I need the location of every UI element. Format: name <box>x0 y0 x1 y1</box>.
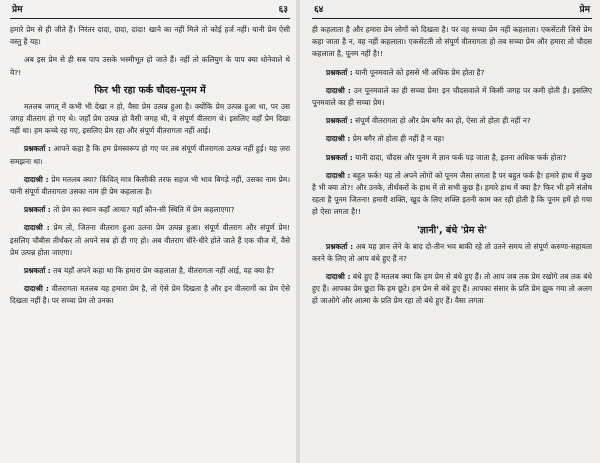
section-heading: 'ज्ञानी', बंधे 'प्रेम से' <box>416 224 488 236</box>
dialogue-text: तो प्रेम का स्थान कहाँ आया? यहाँ कौन-सी स्थिति में प्रेम कहलाएगा? <box>53 205 235 215</box>
header-rule <box>312 18 592 19</box>
dialogue-text: प्रेम मतलब क्या? किंचित् मात्र किसीकी तरफ सहज भी भाव बिगड़े नहीं, उसका नाम प्रेम। यानी संपूर्ण वीतरागता उसका नाम ही प्रेम कहलाता है। <box>10 174 291 197</box>
dialogue-question <box>312 115 592 127</box>
speaker-label: दादाश्री : <box>326 134 351 144</box>
dialogue-text: तब यहाँ अपने कहा था कि हमारा प्रेम कहलाता है, वीतरागता नहीं आई, वह क्या है? <box>53 266 275 276</box>
speaker-label: दादाश्री : <box>326 85 351 95</box>
dialogue-text: बंधे हुए हैं मतलब क्या कि हम प्रेम से बंधे हुए हैं। तो आप जब तक प्रेम रखोगे तब तक बंधे हुए हैं। आपका प्रेम छूटा कि हम छूटे। हम प्रेम से बंधे हुए हैं। आपका संसार के प्रति प्रेम झुक गया तो अलग हो जाओगे और आत्मा के प्रति प्रेम रहा तो बंधे हुए हैं। वैसा लगता <box>312 272 592 306</box>
header-title: प्रेम <box>579 5 590 15</box>
speaker-label: प्रश्नकर्ता : <box>24 266 51 276</box>
header-title: प्रेम <box>12 5 23 15</box>
dialogue-question <box>312 241 592 265</box>
dialogue-text: यानी पूनमवाले को इससे भी अधिक प्रेम होता है? <box>355 67 485 77</box>
speaker-label: प्रश्नकर्ता : <box>326 67 353 77</box>
dialogue-text: बहुत फर्क! यह तो अपने लोगों को पूनम जैसा लगता है पर बहुत फर्क है! हमारे हाथ में कुछ है भी क्या तो?! और उनके, तीर्थंकरों के हाथ में तो सभी कुछ है। हमारे हाथ में क्या है? फिर भी हमें संतोष रहता है पूनम जितना! हमारी शक्ति, खुद के लिए शक्ति इतनी काम कर रही होती है कि पूनम हमें हो गया हो ऐसा लगता है!! <box>312 170 592 217</box>
dialogue-question <box>312 152 592 164</box>
speaker-label: दादाश्री : <box>326 170 351 180</box>
dialogue-question <box>10 143 290 167</box>
paragraph: हमारे प्रेम से ही जीते हैं। निरंतर दादा, दादा, दादा! खाने का नहीं मिले तो कोई हर्ज नहीं। यानी प्रेम ऐसी वस्तु है यह। <box>10 25 290 47</box>
dialogue-text: अब यह ज्ञान लेने के बाद दो-तीन भव बाकी रहे तो उतने समय तो संपूर्ण करुणा-सहायता करने के लिए तो आप बंधे हुए हैं न? <box>312 241 592 263</box>
dialogue-answer <box>10 283 290 307</box>
speaker-label: दादाश्री : <box>326 272 351 282</box>
dialogue-text: प्रेम तो, जितना वीतराग हुआ उतना प्रेम उत्पन्न हुआ। संपूर्ण वीतराग और संपूर्ण प्रेम! इसलिए चौबीस तीर्थंकर तो अपने सब हो ही गए हो। अब वीतराग धीरे-धीरे होते जाते हैं एक चीज में, वैसे प्रेम उत्पन्न होता जाएगा। <box>10 223 291 257</box>
dialogue-text: आपने कहा है कि हम प्रेमस्वरूप हो गए पर तब संपूर्ण वीतरागता उत्पन्न नहीं हुई। यह ज़रा समझना था। <box>10 144 291 166</box>
dialogue-answer <box>312 85 592 109</box>
dialogue-question <box>10 204 290 216</box>
speaker-label: प्रश्नकर्ता : <box>24 144 51 154</box>
section-heading: फिर भी रहा फर्क चौदस-पूनम में <box>94 84 206 96</box>
speaker-label: दादाश्री : <box>24 284 49 294</box>
dialogue-text: उन पूनमवाले का ही सच्चा प्रेम! इन चौदसवाले में किसी जगह पर कमी होती है। इसलिए पूनमवाले का ही सच्चा प्रेम। <box>312 85 592 108</box>
paragraph: ही कहलाता है और हमारा प्रेम लोगों को दिखता है। पर वह सच्चा प्रेम नहीं कहलाता। एकसेंटती जिसे प्रेम कहा जाता है न, वह नहीं कहलाता। एकसेंटती तो संपूर्ण वीतरागता हो तब सच्चा प्रेम और हमारा तो चौदस कहलाता है, पूनम नहीं है!! <box>312 25 592 59</box>
dialogue-answer <box>312 133 592 145</box>
dialogue-text: यानी दादा, चौदस और पूनम में ज्ञान फर्क पड़ जाता है, इतना अधिक फर्क होता? <box>355 152 567 162</box>
page-number: ६३ <box>278 5 288 15</box>
right-page <box>300 0 600 463</box>
speaker-label: प्रश्नकर्ता : <box>326 152 353 162</box>
speaker-label: प्रश्नकर्ता : <box>24 205 51 215</box>
paragraph: अब इस प्रेम से ही सब पाप उसके भस्मीभूत हो जाते हैं। नहीं तो कलियुग के पाप क्या धोनेवाले थे ये?! <box>10 55 290 77</box>
dialogue-text: संपूर्ण वीतरागता हो और प्रेम बगैर का हो, ऐसा तो होता ही नहीं न? <box>355 116 531 126</box>
dialogue-answer <box>10 222 290 259</box>
dialogue-answer <box>10 174 290 198</box>
running-header <box>10 5 290 16</box>
header-rule <box>10 18 290 19</box>
speaker-label: प्रश्नकर्ता : <box>326 116 353 126</box>
dialogue-question <box>10 265 290 277</box>
left-page <box>0 0 296 463</box>
speaker-label: प्रश्नकर्ता : <box>326 241 354 251</box>
page-number: ६४ <box>314 5 324 15</box>
speaker-label: दादाश्री : <box>24 223 50 233</box>
dialogue-question <box>312 67 592 79</box>
speaker-label: दादाश्री : <box>24 174 49 184</box>
dialogue-text: वीतरागता मतलब यह हमारा प्रेम है, तो ऐसे प्रेम दिखता है और इन वीतरागों का प्रेम ऐसे दिखता नहीं है। पर सच्चा प्रेम तो उनका <box>10 284 290 306</box>
dialogue-text: प्रेम बगैर तो होता ही नहीं है न वह! <box>352 134 445 144</box>
dialogue-answer <box>312 170 592 219</box>
running-header <box>312 5 592 16</box>
dialogue-answer <box>312 271 592 308</box>
paragraph: मतलब जगत् में कभी भी देखा न हो, वैसा प्रेम उत्पन्न हुआ है। क्योंकि प्रेम उत्पन्न हुआ था, पर उस जगह वीतराग हो गए थे। जहाँ प्रेम उत्पन्न हो वैसी जगह थी, वे संपूर्ण वीतराग थे। इसलिए वहाँ प्रेम दिखा नहीं था। हम कच्चे रह गए, इसलिए प्रेम रहा और संपूर्ण वीतरागता नहीं आई। <box>10 101 290 136</box>
